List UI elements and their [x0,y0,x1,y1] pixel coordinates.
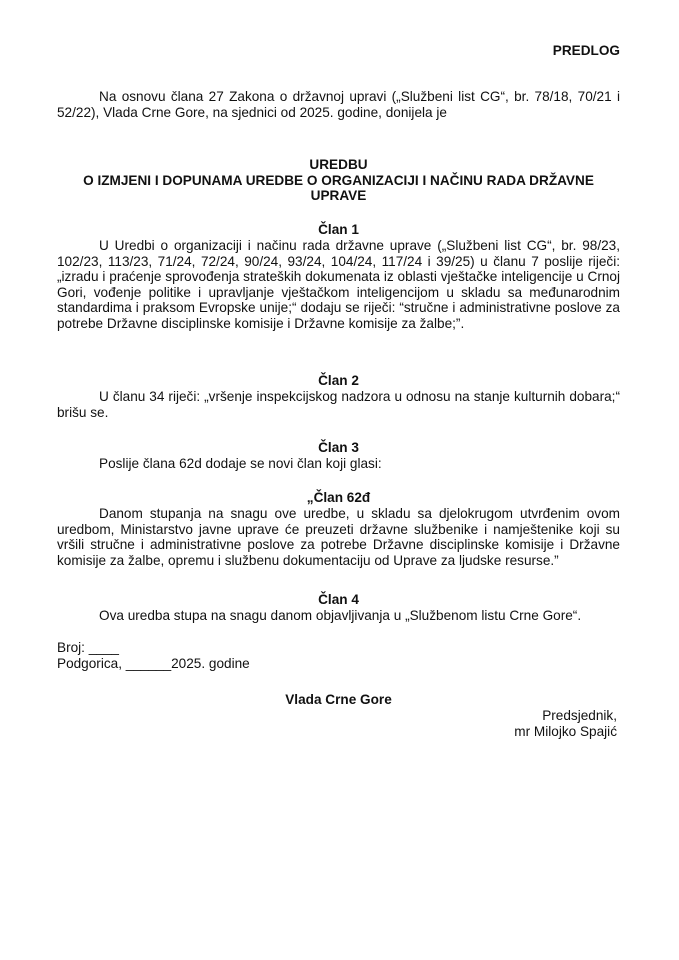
decree-title-line1: UREDBU [309,157,368,172]
article-62dj-text: Danom stupanja na snagu ove uredbe, u skladu sa djelokrugom utvrđenim ovom uredbom, Ministarstvo javne uprave će preuzeti državne službenike i namještenike koji su vršili stručne i administrativne poslove za potrebe Državne disciplinske komisije i Državne komisije za žalbe, opremu i službenu dokumentaciju od Uprave za ljudske resurse.” [57,506,620,568]
issuer: Vlada Crne Gore [285,692,392,707]
signer-title: Predsjednik, [542,708,617,723]
article-2-text: U članu 34 riječi: „vršenje inspekcijskog nadzora u odnosu na stanje kulturnih dobara;“ brišu se. [57,389,620,420]
proposal-label: PREDLOG [552,43,620,58]
decree-title [57,157,620,204]
article-62dj-heading: „Član 62đ [306,490,371,505]
article-3-text: Poslije člana 62d dodaje se novi član koji glasi: [99,456,382,471]
article-1-text: U Uredbi o organizaciji i načinu rada državne uprave („Službeni list CG“, br. 98/23, 102/23, 113/23, 71/24, 72/24, 90/24, 93/24, 104/24, 117/24 i 39/25) u članu 7 poslije riječi: „izradu i praćenje sprovođenja strateških dokumenata iz oblasti vještačke inteligencije u Crnoj Gori, vođenje politike i upravljanje vještačkom inteligencijom u skladu sa međunarodnim standardima i praksom Evropske unije;“ dodaju se riječi: “stručne i administrativne poslove za potrebe Državne disciplinske komisije i Državne komisije za žalbe;”. [57,238,620,331]
document-number: Broj: ____ [57,640,119,655]
signer-name: mr Milojko Spajić [514,724,617,739]
decree-title-line2: O IZMJENI I DOPUNAMA UREDBE O ORGANIZACIJI I NAČINU RADA DRŽAVNE UPRAVE [83,172,594,204]
article-1-heading: Član 1 [318,222,359,237]
preamble: Na osnovu člana 27 Zakona o državnoj upravi („Službeni list CG“, br. 78/18, 70/21 i 52/22), Vlada Crne Gore, na sjednici od 2025. godine, donijela je [57,89,620,120]
place-and-date: Podgorica, ______2025. godine [57,656,250,671]
article-4-text: Ova uredba stupa na snagu danom objavljivanja u „Službenom listu Crne Gore“. [99,608,582,623]
article-2-heading: Član 2 [318,373,359,388]
article-3-heading: Član 3 [318,440,359,455]
article-4-heading: Član 4 [318,592,359,607]
